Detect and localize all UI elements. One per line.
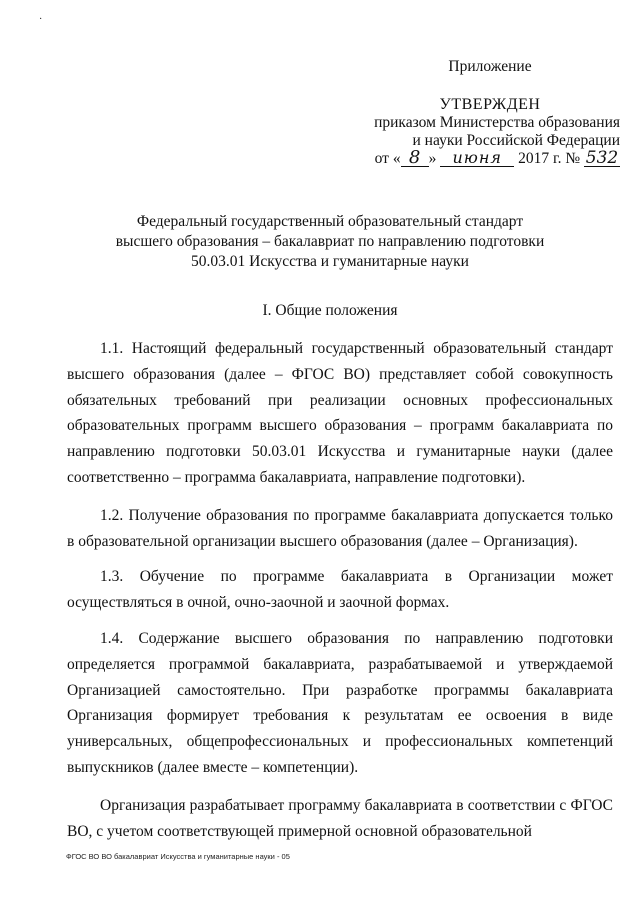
order-line-2: и науки Российской Федерации (412, 132, 620, 149)
paragraph-1-4: 1.4. Содержание высшего образования по направлению подготовки определяется программой бакалавриата, разрабатываемой и утверждаемой Организацией самостоятельно. При разработке программы бакалавриата Организация формирует требования к результатам ее освоения в виде универсальных, общепрофессиональных и профессиональных компетенций выпускников (далее вместе – компетенции). (67, 629, 613, 776)
order-line-1: приказом Министерства образования (374, 114, 620, 131)
paragraph-organization: Организация разрабатывает программу бакалавриата в соответствии с ФГОС ВО, с учетом соответствующей примерной основной образовательной (67, 796, 613, 840)
approval-block (320, 58, 620, 168)
paragraph-1-3: 1.3. Обучение по программе бакалавриата в Организации может осуществляться в очной, очно-заочной и заочной формах. (67, 568, 613, 612)
handwritten-day: 8 (401, 150, 429, 167)
section-heading: I. Общие положения (262, 302, 398, 319)
paragraph-1-2: 1.2. Получение образования по программе бакалавриата допускается только в образовательной организации высшего образования (далее – Организация). (67, 506, 613, 550)
appendix-label: Приложение (448, 58, 532, 75)
title-line-3: 50.03.01 Искусства и гуманитарные науки (191, 253, 469, 270)
handwritten-order-number: 532 (585, 148, 619, 168)
handwritten-month: июня (440, 150, 514, 167)
scan-speck-mark: · (39, 14, 43, 25)
date-prefix: от « (374, 150, 401, 167)
date-mid: » (428, 150, 437, 167)
date-year: 2017 г. № (518, 150, 581, 167)
paragraph-1-1: 1.1. Настоящий федеральный государственный образовательный стандарт высшего образования (далее – ФГОС ВО) представляет собой совокупность обязательных требований при реализации основных профессиональных образовательных программ высшего образования – программ бакалавриата по направлению подготовки 50.03.01 Искусства и гуманитарные науки (далее соответственно – программа бакалавриата, направление подготовки). (67, 340, 613, 486)
title-line-2: высшего образования – бакалавриат по направлению подготовки (115, 233, 545, 250)
page-footer: ФГОС ВО ВО бакалавриат Искусства и гуманитарные науки - 05 (66, 852, 290, 861)
order-date-line (320, 147, 620, 168)
document-body (67, 336, 613, 856)
title-line-1: Федеральный государственный образовательный стандарт (136, 213, 524, 230)
document-title (60, 212, 600, 272)
approved-heading: УТВЕРЖДЕН (439, 96, 541, 113)
